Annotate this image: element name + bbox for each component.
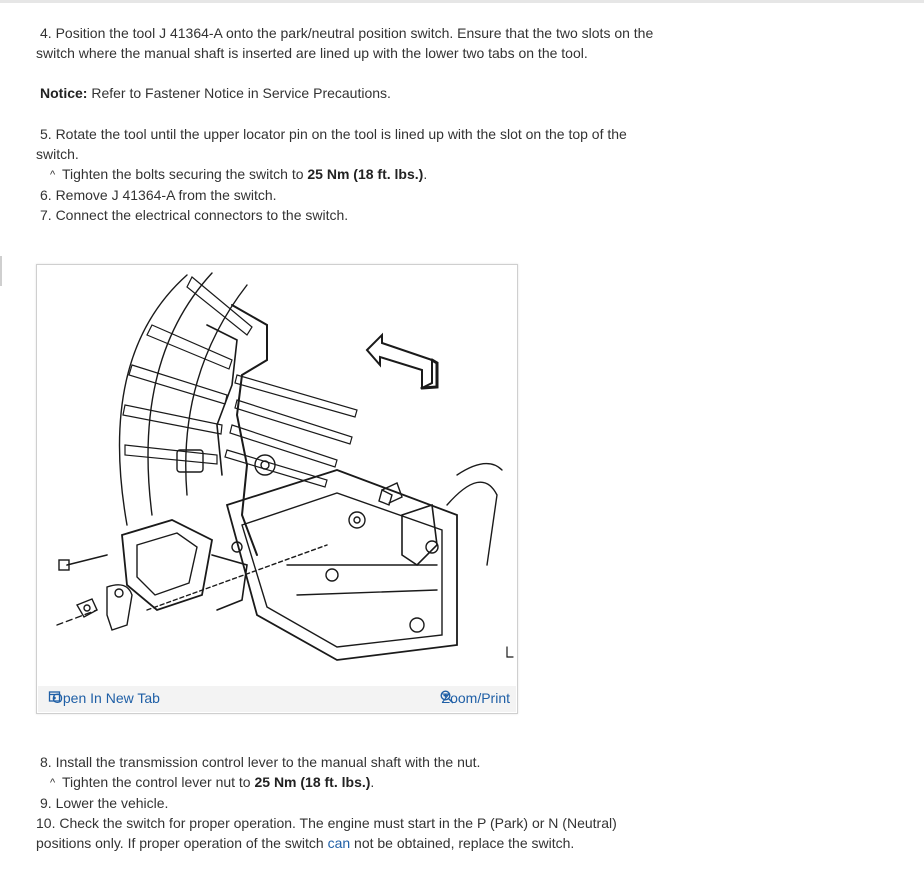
open-in-new-tab-link[interactable] xyxy=(48,690,160,706)
transmission-switch-diagram xyxy=(37,265,517,685)
open-in-new-tab-label: Open In New Tab xyxy=(52,690,160,706)
left-scroll-mark xyxy=(0,256,2,286)
torque-value: 25 Nm (18 ft. lbs.) xyxy=(254,774,371,790)
step-10-line-2 xyxy=(36,833,686,853)
step-8-sub-end: . xyxy=(370,774,375,790)
zoom-print-link[interactable] xyxy=(440,690,510,706)
notice xyxy=(36,83,686,103)
step-8: 8. Install the transmission control lever to the manual shaft with the nut. xyxy=(40,754,481,770)
steps-8-10 xyxy=(36,752,686,853)
step-4 xyxy=(36,23,686,63)
step-7: 7. Connect the electrical connectors to the switch. xyxy=(40,207,349,223)
caret-icon: ^ xyxy=(50,777,56,789)
step-8-substep xyxy=(36,772,686,793)
can-link[interactable]: can xyxy=(327,835,351,851)
step-5-line-2: switch. xyxy=(36,146,79,162)
notice-label: Notice: xyxy=(40,85,88,101)
step-10-line-1: 10. Check the switch for proper operation. The engine must start in the P (Park) or N (Neutral) xyxy=(36,815,617,831)
step-4-line-2: switch where the manual shaft is inserted are lined up with the lower two tabs on the tool. xyxy=(36,45,588,61)
step-5-line-1: 5. Rotate the tool until the upper locator pin on the tool is lined up with the slot on the top of the xyxy=(40,126,627,142)
step-5-sub-end: . xyxy=(423,166,428,182)
steps-5-7 xyxy=(36,124,686,225)
top-border xyxy=(0,0,924,3)
step-9: 9. Lower the vehicle. xyxy=(40,795,169,811)
step-5-sub-text: Tighten the bolts securing the switch to xyxy=(62,166,308,182)
illustration-frame xyxy=(36,264,518,714)
illustration-footer xyxy=(38,686,516,712)
step-4-line-1: 4. Position the tool J 41364-A onto the park/neutral position switch. Ensure that the two slots on the xyxy=(40,25,654,41)
step-5-substep xyxy=(36,164,686,185)
caret-icon: ^ xyxy=(50,169,56,181)
step-6: 6. Remove J 41364-A from the switch. xyxy=(40,187,277,203)
notice-text: Refer to Fastener Notice in Service Precautions. xyxy=(87,85,391,101)
torque-value: 25 Nm (18 ft. lbs.) xyxy=(307,166,424,182)
step-8-sub-text: Tighten the control lever nut to xyxy=(62,774,255,790)
step-10-text-start: positions only. If proper operation of the switch xyxy=(36,835,328,851)
zoom-print-label: Zoom/Print xyxy=(441,690,510,706)
step-10-text-end: not be obtained, replace the switch. xyxy=(350,835,575,851)
